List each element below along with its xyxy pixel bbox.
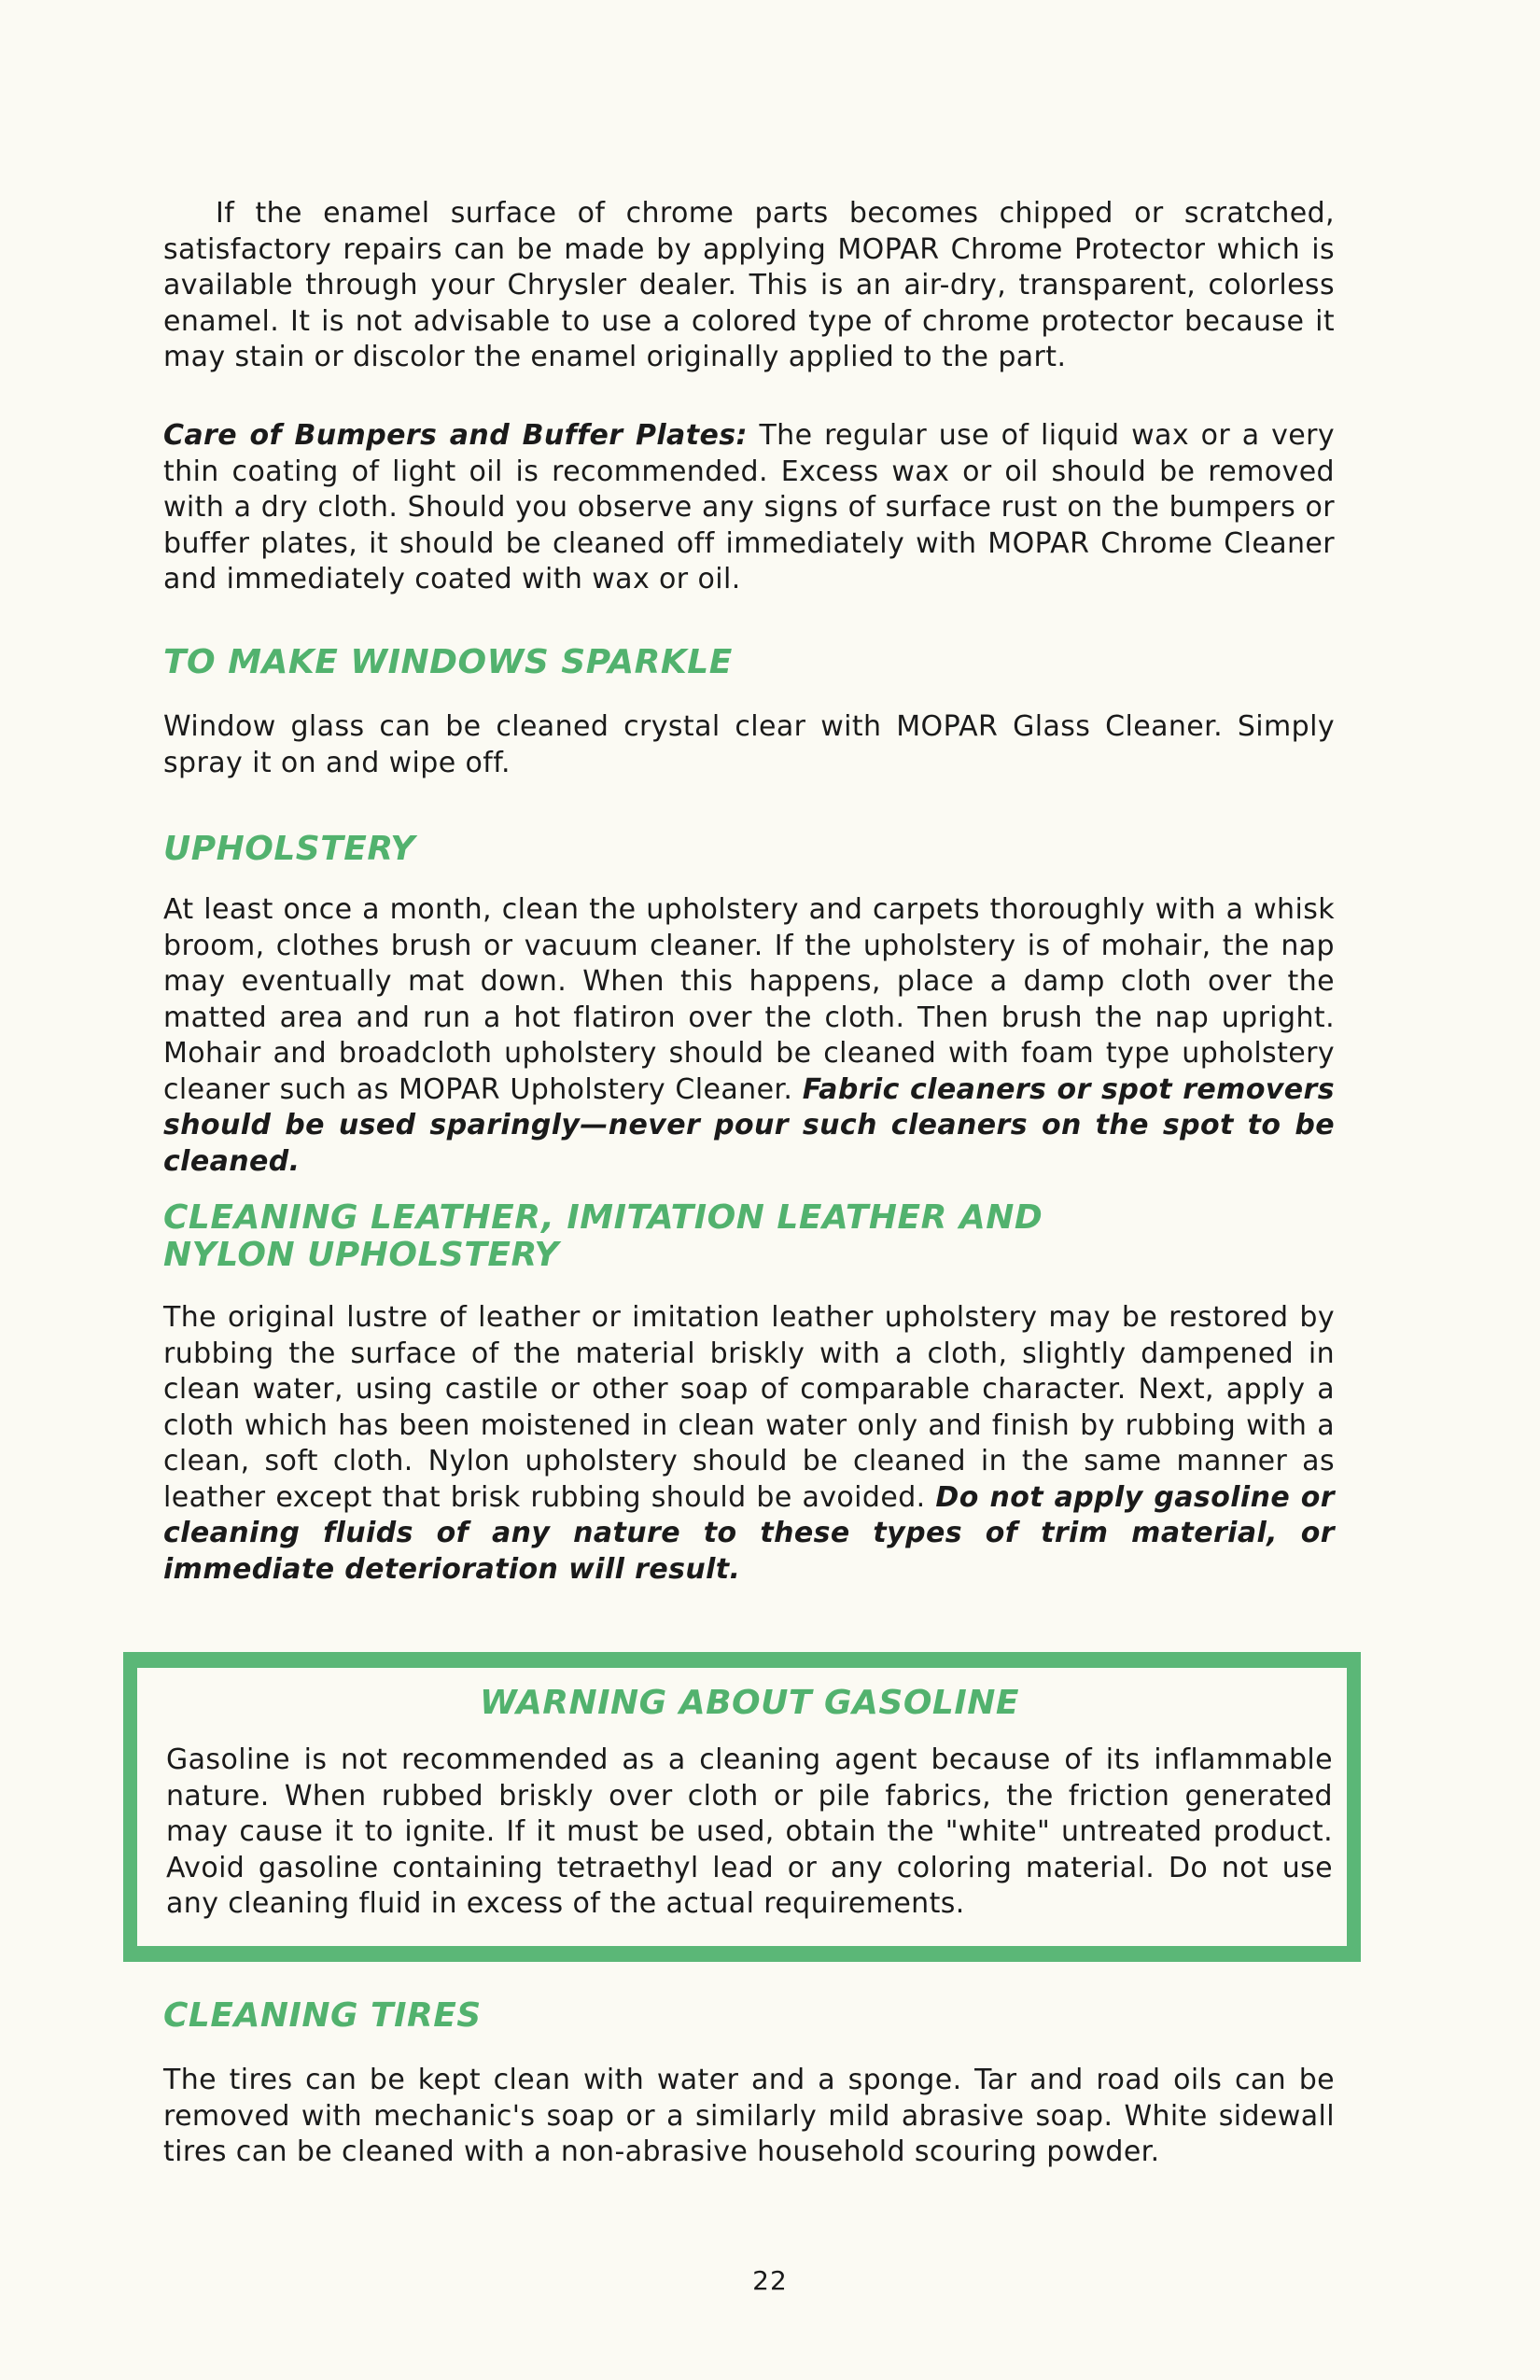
- leather-heading: [163, 1199, 1335, 1274]
- upholstery-paragraph: [163, 892, 1335, 1180]
- leather-heading-line2: NYLON UPHOLSTERY: [163, 1236, 559, 1274]
- leather-emphasis: Do not apply gasoline or cleaning fluids of any nature to these types of trim material, or immediate deterioration will result.: [163, 1480, 1335, 1586]
- leather-paragraph: [163, 1300, 1335, 1588]
- page-number: 22: [752, 2265, 788, 2296]
- tires-section: [163, 1997, 1335, 2171]
- intro-section: [163, 196, 1335, 376]
- bumpers-runin-heading: Care of Bumpers and Buffer Plates:: [163, 419, 748, 452]
- bumpers-section: [163, 418, 1335, 598]
- windows-heading: TO MAKE WINDOWS SPARKLE: [163, 643, 733, 681]
- tires-paragraph: The tires can be kept clean with water and a sponge. Tar and road oils can be removed with mechanic's soap or a similarly mild abrasive soap. White sidewall tires can be cleaned with a non-abrasive household scouring powder.: [163, 2064, 1335, 2168]
- tires-heading: CLEANING TIRES: [163, 1996, 482, 2035]
- leather-text: The original lustre of leather or imitation leather upholstery may be restored by rubbing the surface of the material briskly with a cloth, slightly dampened in clean water, using castile or other soap of comparable character. Next, apply a cloth which has been moistened in clean water only and finish by rubbing with a clean, soft cloth. Nylon upholstery should be cleaned in the same manner as leather except that brisk rubbing should be avoided.: [163, 1301, 1335, 1514]
- windows-paragraph: Window glass can be cleaned crystal clear with MOPAR Glass Cleaner. Simply spray it on and wipe off.: [163, 710, 1335, 779]
- intro-paragraph: If the enamel surface of chrome parts becomes chipped or scratched, satisfactory repairs can be made by applying MOPAR Chrome Protector which is available through your Chrysler dealer. This is an air-dry, transparent, colorless enamel. It is not advisable to use a colored type of chrome protector because it may stain or discolor the enamel originally applied to the part.: [163, 197, 1335, 373]
- upholstery-heading: UPHOLSTERY: [163, 830, 415, 868]
- upholstery-emphasis: Fabric cleaners or spot removers should be used sparingly—never pour such cleaners on the spot to be cleaned.: [163, 1072, 1335, 1178]
- warning-heading: WARNING ABOUT GASOLINE: [480, 1684, 1019, 1722]
- upholstery-text: At least once a month, clean the upholstery and carpets thoroughly with a whisk broom, clothes brush or vacuum cleaner. If the upholstery is of mohair, the nap may eventually mat down. When this happens, place a damp cloth over the matted area and run a hot flatiron over the cloth. Then brush the nap upright. Mohair and broadcloth upholstery should be cleaned with foam type upholstery cleaner such as MOPAR Upholstery Cleaner.: [163, 893, 1335, 1106]
- warning-content: [166, 1685, 1333, 1923]
- upholstery-section: [163, 831, 1335, 1180]
- leather-heading-line1: CLEANING LEATHER, IMITATION LEATHER AND: [163, 1198, 1043, 1237]
- windows-section: [163, 644, 1335, 781]
- bumpers-paragraph: [163, 418, 1335, 598]
- bumpers-text: The regular use of liquid wax or a very thin coating of light oil is recommended. Excess wax or oil should be removed with a dry cloth. Should you observe any signs of surface rust on the bumpers or buffer plates, it should be cleaned off immediately with MOPAR Chrome Cleaner and immediately coated with wax or oil.: [163, 419, 1335, 595]
- warning-paragraph: Gasoline is not recommended as a cleaning agent because of its inflammable nature. When rubbed briskly over cloth or pile fabrics, the friction generated may cause it to ignite. If it must be used, obtain the "white" untreated product. Avoid gasoline containing tetraethyl lead or any coloring material. Do not use any cleaning fluid in excess of the actual requirements.: [166, 1743, 1333, 1920]
- leather-section: [163, 1199, 1335, 1588]
